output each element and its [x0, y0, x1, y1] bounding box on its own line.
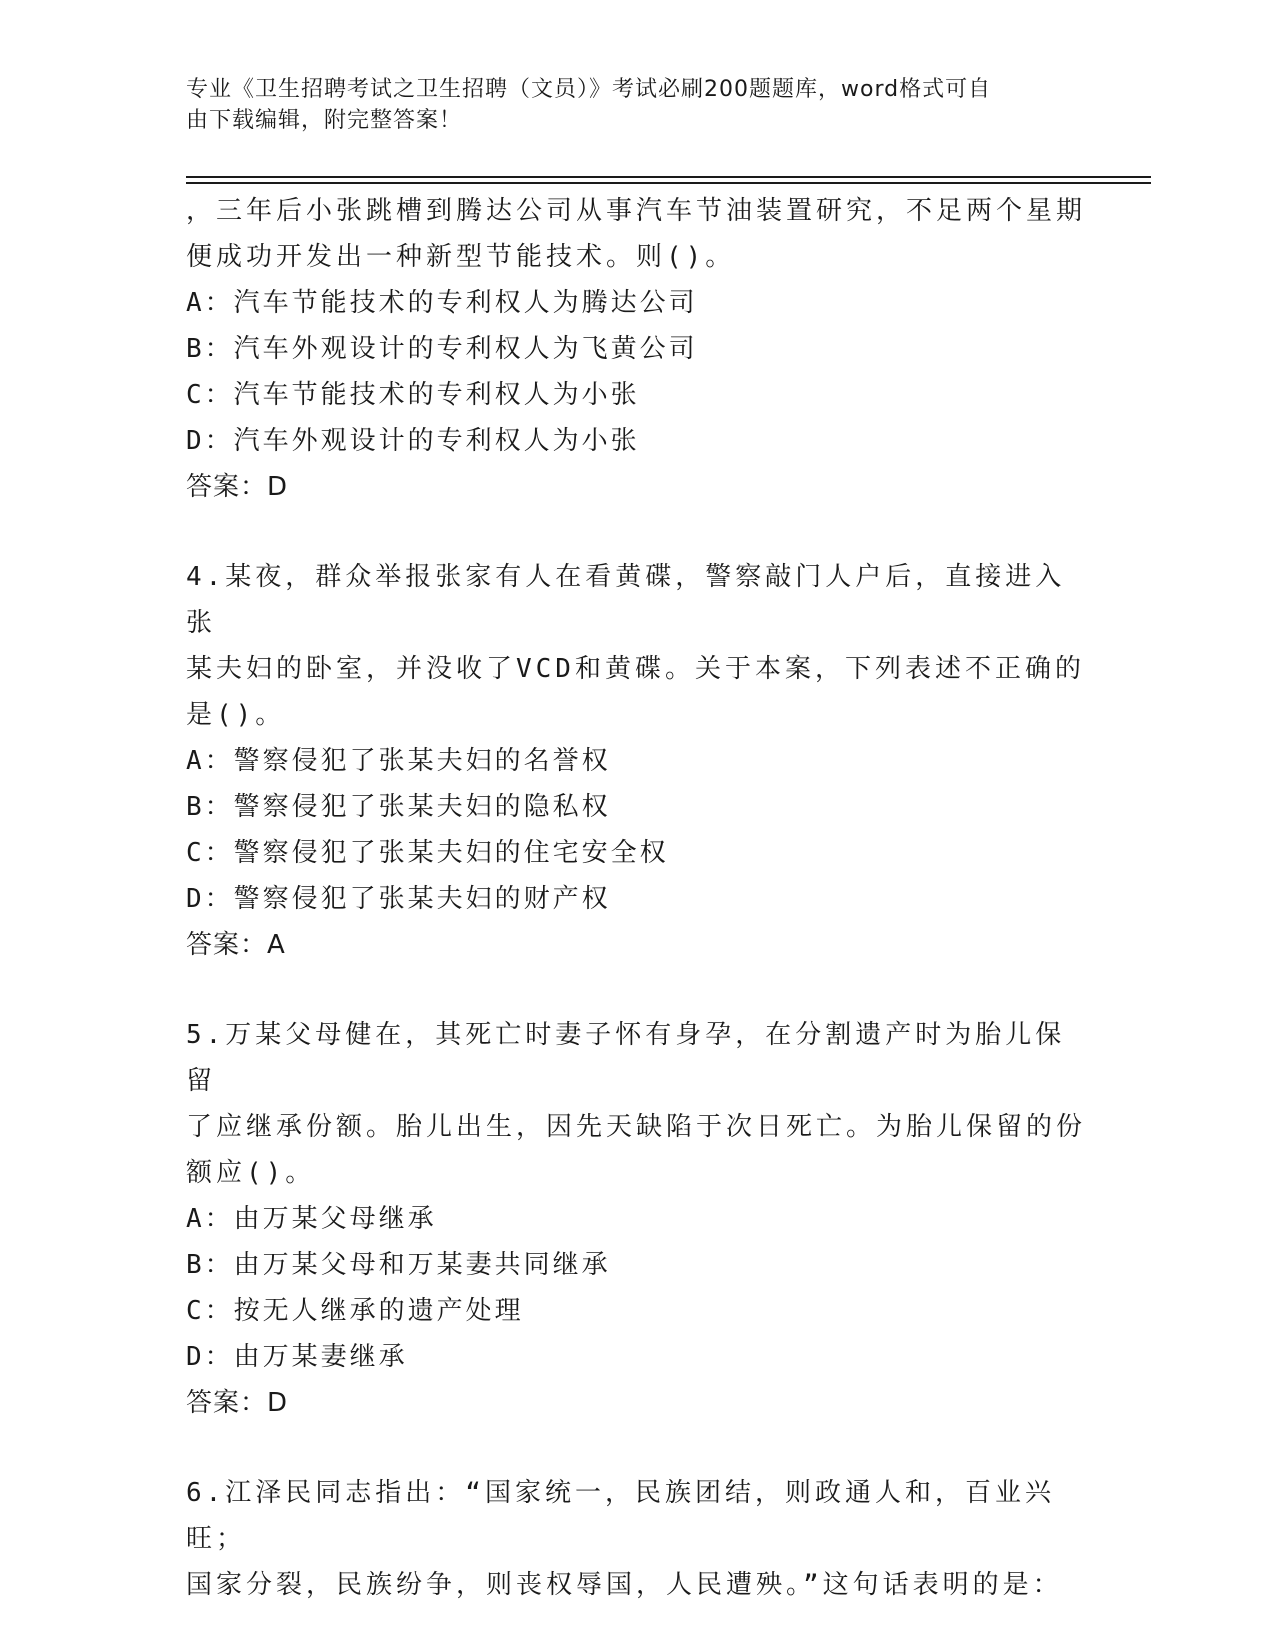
answer-line: 答案：D: [186, 1388, 289, 1418]
question-block: [186, 554, 1086, 968]
header-title-line-2: 由下载编辑，附完整答案！: [186, 108, 463, 133]
question-stem-line: 了应继承份额。胎儿出生，因先天缺陷于次日死亡。为胎儿保留的份: [186, 1112, 1087, 1142]
option-c: C：警察侵犯了张某夫妇的住宅安全权: [186, 838, 669, 868]
option-b: B：警察侵犯了张某夫妇的隐私权: [186, 792, 611, 822]
question-block: [186, 188, 1086, 510]
header-divider-bottom: [186, 182, 1151, 184]
spacer: [186, 968, 1086, 1012]
header-divider-top: [186, 176, 1151, 178]
question-stem-line: ，三年后小张跳槽到腾达公司从事汽车节油装置研究，不足两个星期: [186, 196, 1087, 226]
option-a: A：汽车节能技术的专利权人为腾达公司: [186, 288, 698, 318]
answer-line: 答案：D: [186, 472, 289, 502]
question-block: [186, 1470, 1086, 1608]
question-stem-line: 国家分裂，民族纷争，则丧权辱国，人民遭殃。”这句话表明的是：: [186, 1570, 1063, 1600]
option-b: B：汽车外观设计的专利权人为飞黄公司: [186, 334, 698, 364]
question-stem-line: 5.万某父母健在，其死亡时妻子怀有身孕，在分割遗产时为胎儿保留: [186, 1020, 1066, 1096]
question-stem-line: 6.江泽民同志指出：“国家统一，民族团结，则政通人和，百业兴旺；: [186, 1478, 1055, 1554]
option-c: C：按无人继承的遗产处理: [186, 1296, 524, 1326]
question-stem-line: 便成功开发出一种新型节能技术。则()。: [186, 242, 736, 272]
header-title-line-1: 专业《卫生招聘考试之卫生招聘（文员）》考试必刷200题题库，word格式可自: [186, 77, 992, 102]
option-a: A：由万某父母继承: [186, 1204, 437, 1234]
option-c: C：汽车节能技术的专利权人为小张: [186, 380, 640, 410]
question-stem-line: 某夫妇的卧室，并没收了VCD和黄碟。关于本案，下列表述不正确的: [186, 654, 1085, 684]
option-b: B：由万某父母和万某妻共同继承: [186, 1250, 611, 1280]
spacer: [186, 1426, 1086, 1470]
document-header: [186, 74, 1066, 136]
option-a: A：警察侵犯了张某夫妇的名誉权: [186, 746, 611, 776]
question-list: [186, 188, 1086, 1608]
question-stem-line: 是()。: [186, 700, 286, 730]
option-d: D：警察侵犯了张某夫妇的财产权: [186, 884, 611, 914]
question-block: [186, 1012, 1086, 1426]
question-stem-line: 额应()。: [186, 1158, 316, 1188]
answer-line: 答案：A: [186, 930, 286, 960]
spacer: [186, 510, 1086, 554]
option-d: D：汽车外观设计的专利权人为小张: [186, 426, 640, 456]
question-stem-line: 4.某夜，群众举报张家有人在看黄碟，警察敲门人户后，直接进入张: [186, 562, 1066, 638]
option-d: D：由万某妻继承: [186, 1342, 408, 1372]
